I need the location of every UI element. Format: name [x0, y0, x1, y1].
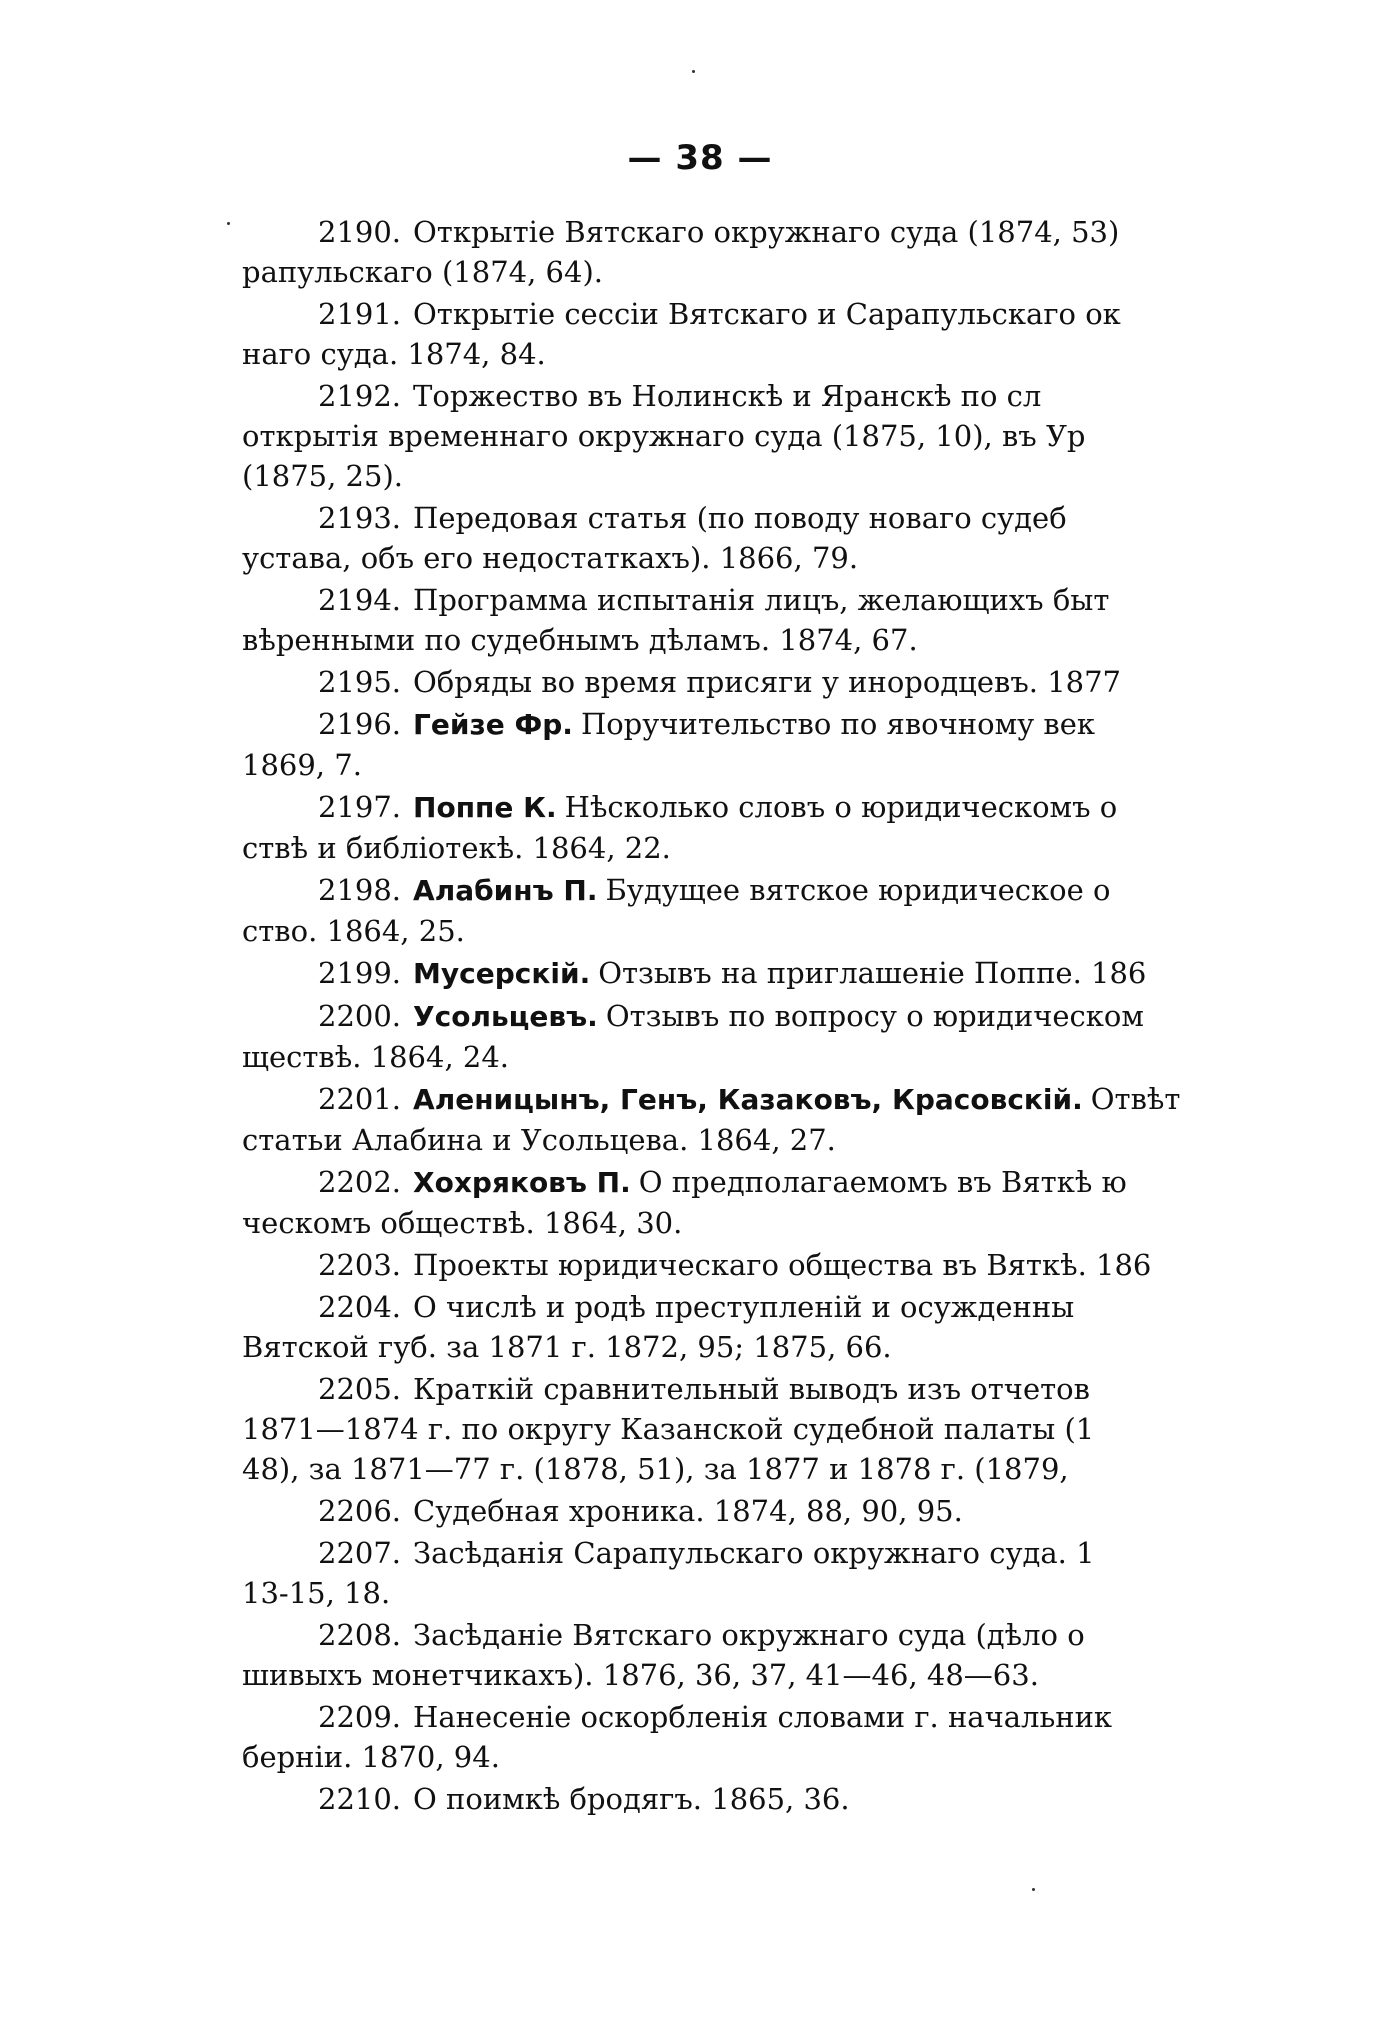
entry-continuation-line	[242, 252, 1142, 292]
entry-text: Открытіе сессіи Вятскаго и Сарапульскаго ок	[413, 297, 1121, 331]
entry-author: Мусерскій.	[413, 957, 591, 990]
entry-number: 2192.	[318, 379, 402, 413]
entry-text: Торжество въ Нолинскѣ и Яранскѣ по сл	[413, 379, 1042, 413]
entry-number: 2195.	[318, 665, 402, 699]
entry-first-line	[242, 1369, 1142, 1409]
entry-text: Передовая статья (по поводу новаго судеб	[413, 501, 1067, 535]
entry-continuation-line	[242, 1037, 1142, 1077]
entry-number: 2197.	[318, 790, 402, 824]
entry-first-line	[242, 1491, 1142, 1531]
bibliography-entry	[242, 376, 1142, 496]
entry-first-line	[242, 1697, 1142, 1737]
entry-text: ствѣ и библіотекѣ. 1864, 22.	[242, 831, 671, 865]
entry-author: Алабинъ П.	[413, 874, 598, 907]
entry-number: 2206.	[318, 1494, 402, 1528]
bibliography-entry	[242, 1369, 1142, 1489]
entry-number: 2205.	[318, 1372, 402, 1406]
entry-first-line	[242, 787, 1142, 828]
entry-number: 2202.	[318, 1165, 402, 1199]
bibliography-entry	[242, 953, 1147, 994]
entry-continuation-line	[242, 1573, 1142, 1613]
bibliography-entry	[242, 498, 1142, 578]
bibliography-entry	[242, 704, 1142, 785]
entry-text: О предполагаемомъ въ Вяткѣ ю	[638, 1165, 1127, 1199]
entry-number: 2201.	[318, 1082, 402, 1116]
entry-text: О числѣ и родѣ преступленій и осужденны	[413, 1290, 1075, 1324]
entry-first-line	[242, 996, 1142, 1037]
entry-text: 1869, 7.	[242, 748, 362, 782]
entry-text: Поручительство по явочному век	[580, 707, 1096, 741]
entry-text: (1875, 25).	[242, 459, 403, 493]
entry-text: Судебная хроника. 1874, 88, 90, 95.	[413, 1494, 963, 1528]
bibliography-entry	[242, 1162, 1142, 1243]
entry-text: открытія временнаго окружнаго суда (1875, 10), въ Ур	[242, 419, 1086, 453]
entry-author: Хохряковъ П.	[413, 1166, 631, 1199]
entry-first-line	[242, 1079, 1181, 1120]
entry-text: Открытіе Вятскаго окружнаго суда (1874, 53)	[413, 215, 1120, 249]
entry-author: Гейзе Фр.	[413, 708, 573, 741]
entry-continuation-line	[242, 911, 1142, 951]
entry-first-line	[242, 1162, 1142, 1203]
entry-continuation-line	[242, 620, 1142, 660]
entry-author: Поппе К.	[413, 791, 557, 824]
entry-continuation-line	[242, 538, 1142, 578]
entry-text: шивыхъ монетчикахъ). 1876, 36, 37, 41—46, 48—63.	[242, 1658, 1039, 1692]
entry-text: Проекты юридическаго общества въ Вяткѣ. 186	[413, 1248, 1152, 1282]
entry-text: Отвѣт	[1090, 1082, 1181, 1116]
entry-text: О поимкѣ бродягъ. 1865, 36.	[413, 1782, 850, 1816]
entry-first-line	[242, 870, 1142, 911]
entry-list	[242, 212, 1181, 1821]
bibliography-entry	[242, 1533, 1142, 1613]
bibliography-entry	[242, 212, 1142, 292]
entry-first-line	[242, 704, 1142, 745]
entry-first-line	[242, 662, 1142, 702]
entry-first-line	[242, 1779, 1142, 1819]
entry-first-line	[242, 1245, 1152, 1285]
entry-first-line	[242, 953, 1147, 994]
entry-number: 2210.	[318, 1782, 402, 1816]
entry-text: 13-15, 18.	[242, 1576, 391, 1610]
entry-number: 2209.	[318, 1700, 402, 1734]
entry-text: Краткій сравнительный выводъ изъ отчетов	[413, 1372, 1090, 1406]
entry-text: статьи Алабина и Усольцева. 1864, 27.	[242, 1123, 836, 1157]
entry-continuation-line	[242, 456, 1142, 496]
bibliography-entry	[242, 1287, 1142, 1367]
entry-number: 2200.	[318, 999, 402, 1033]
entry-text: 48), за 1871—77 г. (1878, 51), за 1877 и 1878 г. (1879,	[242, 1452, 1069, 1486]
entry-text: вѣренными по судебнымъ дѣламъ. 1874, 67.	[242, 623, 918, 657]
entry-continuation-line	[242, 1655, 1142, 1695]
entry-number: 2204.	[318, 1290, 402, 1324]
entry-first-line	[242, 1287, 1142, 1327]
entry-text: Засѣданія Сарапульскаго окружнаго суда. 1	[413, 1536, 1095, 1570]
entry-text: берніи. 1870, 94.	[242, 1740, 500, 1774]
bibliography-entry	[242, 1697, 1142, 1777]
entry-continuation-line	[242, 1409, 1142, 1449]
entry-text: рапульскаго (1874, 64).	[242, 255, 603, 289]
entry-first-line	[242, 376, 1142, 416]
bibliography-entry	[242, 996, 1142, 1077]
entry-text: ческомъ обществѣ. 1864, 30.	[242, 1206, 683, 1240]
entry-number: 2193.	[318, 501, 402, 535]
speck-mark	[1032, 1888, 1035, 1891]
entry-continuation-line	[242, 1737, 1142, 1777]
entry-continuation-line	[242, 334, 1142, 374]
entry-text: 1871—1874 г. по округу Казанской судебной палаты (1	[242, 1412, 1095, 1446]
bibliography-entry	[242, 1779, 1142, 1819]
bibliography-entry	[242, 1245, 1152, 1285]
entry-text: Будущее вятское юридическое о	[605, 873, 1111, 907]
bibliography-entry	[242, 1491, 1142, 1531]
entry-text: Обряды во время присяги у инородцевъ. 1877	[413, 665, 1122, 699]
entry-continuation-line	[242, 1203, 1142, 1243]
entry-number: 2199.	[318, 956, 402, 990]
entry-first-line	[242, 1533, 1142, 1573]
entry-continuation-line	[242, 828, 1142, 868]
entry-author: Усольцевъ.	[413, 1000, 598, 1033]
bibliography-entry	[242, 1079, 1181, 1160]
entry-text: устава, объ его недостаткахъ). 1866, 79.	[242, 541, 859, 575]
bibliography-entry	[242, 580, 1142, 660]
entry-number: 2194.	[318, 583, 402, 617]
entry-first-line	[242, 498, 1142, 538]
entry-text: Нѣсколько словъ о юридическомъ о	[564, 790, 1118, 824]
entry-text: Засѣданіе Вятскаго окружнаго суда (дѣло о	[413, 1618, 1085, 1652]
entry-text: ществѣ. 1864, 24.	[242, 1040, 510, 1074]
bibliography-entry	[242, 870, 1142, 951]
entry-first-line	[242, 1615, 1142, 1655]
entry-first-line	[242, 580, 1142, 620]
bibliography-entry	[242, 662, 1142, 702]
entry-author: Аленицынъ, Генъ, Казаковъ, Красовскій.	[413, 1083, 1083, 1116]
entry-text: Нанесеніе оскорбленія словами г. начальник	[413, 1700, 1113, 1734]
page-number: — 38 —	[627, 138, 773, 178]
entry-continuation-line	[242, 1327, 1142, 1367]
entry-continuation-line	[242, 1120, 1142, 1160]
entry-continuation-line	[242, 745, 1142, 785]
entry-continuation-line	[242, 416, 1142, 456]
entry-text: Программа испытанія лицъ, желающихъ быт	[413, 583, 1110, 617]
entry-number: 2208.	[318, 1618, 402, 1652]
speck-mark	[692, 70, 695, 73]
entry-text: наго суда. 1874, 84.	[242, 337, 546, 371]
entry-text: Отзывъ по вопросу о юридическом	[605, 999, 1144, 1033]
entry-first-line	[242, 212, 1142, 252]
entry-text: ство. 1864, 25.	[242, 914, 465, 948]
bibliography-entry	[242, 294, 1142, 374]
entry-number: 2203.	[318, 1248, 402, 1282]
entry-text: Вятской губ. за 1871 г. 1872, 95; 1875, 66.	[242, 1330, 892, 1364]
entry-first-line	[242, 294, 1142, 334]
entry-number: 2191.	[318, 297, 402, 331]
bibliography-entry	[242, 787, 1142, 868]
entry-continuation-line	[242, 1449, 1142, 1489]
entry-number: 2207.	[318, 1536, 402, 1570]
entry-text: Отзывъ на приглашеніе Поппе. 186	[598, 956, 1147, 990]
entry-number: 2190.	[318, 215, 402, 249]
entry-number: 2198.	[318, 873, 402, 907]
entry-number: 2196.	[318, 707, 402, 741]
bibliography-entry	[242, 1615, 1142, 1695]
speck-mark	[227, 222, 230, 225]
